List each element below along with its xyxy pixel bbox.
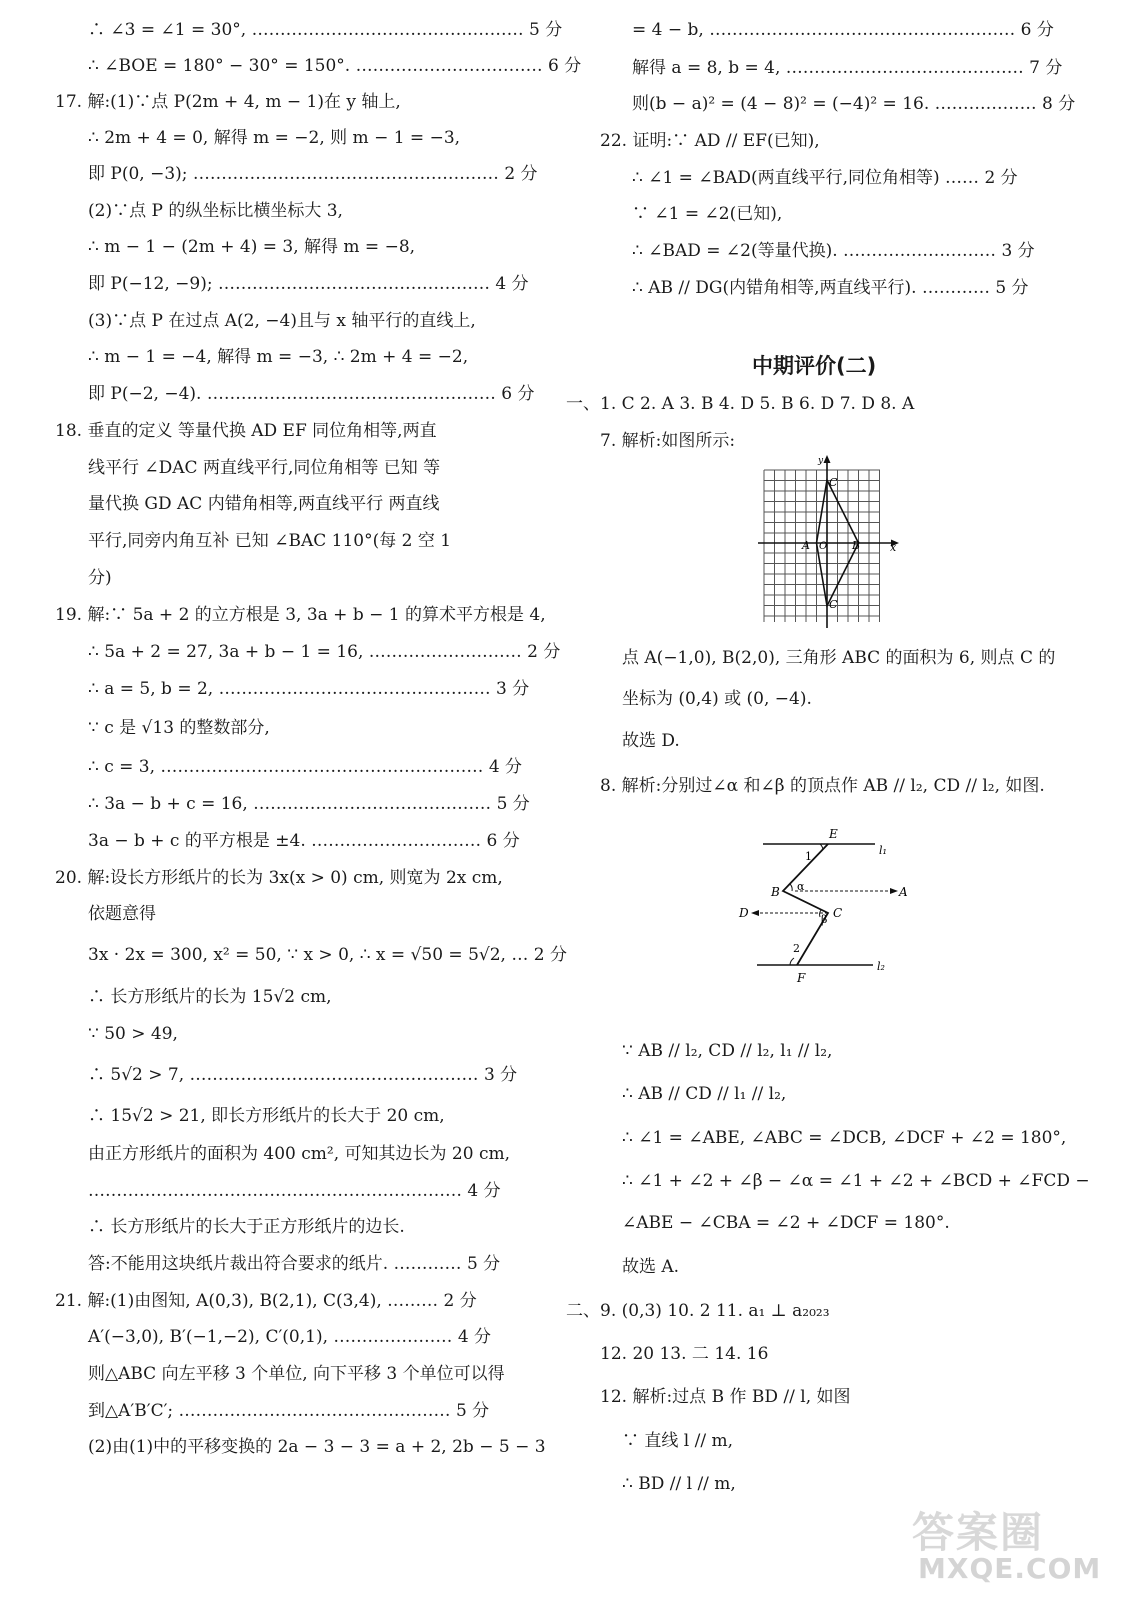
text-line: ∴ AB // CD // l₁ // l₂, bbox=[622, 1084, 787, 1104]
point-label-b: B bbox=[852, 539, 861, 552]
text-line: 则(b − a)² = (4 − 8)² = (−4)² = 16. ……………… 8 分 bbox=[632, 94, 1076, 114]
text-line: 由正方形纸片的面积为 400 cm², 可知其边长为 20 cm, bbox=[88, 1144, 511, 1164]
watermark-logo: 答案圈 bbox=[912, 1508, 1045, 1557]
text-line: 18. 垂直的定义 等量代换 AD EF 同位角相等,两直 bbox=[55, 421, 437, 441]
text-line: ………………………………………………………… 4 分 bbox=[88, 1181, 501, 1201]
text-line: (2)∵点 P 的纵坐标比横坐标大 3, bbox=[88, 201, 343, 221]
text-line: ∵ 50 > 49, bbox=[88, 1024, 178, 1044]
text-line: 坐标为 (0,4) 或 (0, −4). bbox=[622, 689, 812, 709]
text-line: 21. 解:(1)由图知, A(0,3), B(2,1), C(3,4), ……… 2 分 bbox=[55, 1291, 477, 1311]
text-line: ∴ ∠BAD = ∠2(等量代换). ……………………… 3 分 bbox=[632, 241, 1035, 261]
point-label-d: D bbox=[739, 906, 749, 920]
text-line: 故选 A. bbox=[622, 1257, 680, 1277]
text-line: ∵ 直线 l // m, bbox=[622, 1431, 734, 1451]
angle-label-alpha: α bbox=[797, 880, 805, 893]
text-line: 17. 解:(1)∵点 P(2m + 4, m − 1)在 y 轴上, bbox=[55, 92, 401, 112]
text-line: ∴ 5a + 2 = 27, 3a + b − 1 = 16, ……………………… 2 分 bbox=[88, 642, 561, 662]
text-line: ∴ ∠3 = ∠1 = 30°, ………………………………………… 5 分 bbox=[88, 20, 563, 40]
text-line: ∠ABE − ∠CBA = ∠2 + ∠DCF = 180°. bbox=[622, 1213, 950, 1233]
parallel-lines-figure bbox=[735, 822, 920, 987]
point-label-c-top: C bbox=[829, 476, 838, 489]
origin-label: O bbox=[819, 541, 828, 552]
text-line: ∴ 长方形纸片的长大于正方形纸片的边长. bbox=[88, 1217, 405, 1237]
text-line: (3)∵点 P 在过点 A(2, −4)且与 x 轴平行的直线上, bbox=[88, 311, 476, 331]
text-line: 故选 D. bbox=[622, 731, 680, 751]
text-line: 量代换 GD AC 内错角相等,两直线平行 两直线 bbox=[88, 494, 440, 514]
text-line: 即 P(0, −3); ……………………………………………… 2 分 bbox=[88, 164, 538, 184]
text-line: 3x · 2x = 300, x² = 50, ∵ x > 0, ∴ x = √50 = 5√2, … 2 分 bbox=[88, 945, 567, 965]
line-label-l2: l₂ bbox=[877, 960, 885, 973]
text-line: 22. 证明:∵ AD // EF(已知), bbox=[600, 131, 820, 151]
text-line: ∴ 长方形纸片的长为 15√2 cm, bbox=[88, 987, 332, 1007]
text-line: 到△A′B′C′; ………………………………………… 5 分 bbox=[88, 1401, 490, 1421]
text-line: 即 P(−12, −9); ………………………………………… 4 分 bbox=[88, 274, 529, 294]
point-label-b: B bbox=[771, 885, 780, 899]
text-line: 依题意得 bbox=[88, 904, 156, 924]
text-line: = 4 − b, ……………………………………………… 6 分 bbox=[632, 20, 1054, 40]
text-line: 3a − b + c 的平方根是 ±4. ………………………… 6 分 bbox=[88, 831, 520, 851]
text-line: 线平行 ∠DAC 两直线平行,同位角相等 已知 等 bbox=[88, 458, 441, 478]
section-title: 中期评价(二) bbox=[752, 354, 877, 378]
text-line: 7. 解析:如图所示: bbox=[600, 431, 736, 451]
text-line: A′(−3,0), B′(−1,−2), C′(0,1), ………………… 4 分 bbox=[88, 1327, 492, 1347]
text-line: ∴ ∠1 = ∠ABE, ∠ABC = ∠DCB, ∠DCF + ∠2 = 180°, bbox=[622, 1128, 1067, 1148]
text-line: ∵ AB // l₂, CD // l₂, l₁ // l₂, bbox=[622, 1041, 833, 1061]
text-line: 二、9. (0,3) 10. 2 11. a₁ ⊥ a₂₀₂₃ bbox=[566, 1301, 830, 1321]
text-line: ∴ m − 1 − (2m + 4) = 3, 解得 m = −8, bbox=[88, 237, 416, 257]
text-line: ∴ c = 3, ………………………………………………… 4 分 bbox=[88, 757, 523, 777]
text-line: 平行,同旁内角互补 已知 ∠BAC 110°(每 2 空 1 bbox=[88, 531, 452, 551]
point-label-c-bottom: C bbox=[829, 598, 838, 611]
point-label-f: F bbox=[797, 971, 806, 985]
text-line: 解得 a = 8, b = 4, …………………………………… 7 分 bbox=[632, 58, 1063, 78]
y-axis-label: y bbox=[818, 456, 824, 466]
coordinate-grid-figure bbox=[756, 452, 906, 632]
text-line: 即 P(−2, −4). …………………………………………… 6 分 bbox=[88, 384, 535, 404]
text-line: ∴ 5√2 > 7, …………………………………………… 3 分 bbox=[88, 1065, 518, 1085]
watermark-url: MXQE.COM bbox=[918, 1552, 1102, 1585]
text-line: 19. 解:∵ 5a + 2 的立方根是 3, 3a + b − 1 的算术平方根是 4, bbox=[55, 605, 546, 625]
text-line: 点 A(−1,0), B(2,0), 三角形 ABC 的面积为 6, 则点 C 的 bbox=[622, 648, 1056, 668]
angle-label-1: 1 bbox=[805, 850, 812, 863]
text-line: 20. 解:设长方形纸片的长为 3x(x > 0) cm, 则宽为 2x cm, bbox=[55, 868, 503, 888]
point-label-c: C bbox=[833, 906, 843, 920]
text-line: ∴ BD // l // m, bbox=[622, 1474, 736, 1494]
text-line: 12. 解析:过点 B 作 BD // l, 如图 bbox=[600, 1387, 851, 1407]
text-line: 答:不能用这块纸片裁出符合要求的纸片. ………… 5 分 bbox=[88, 1254, 501, 1274]
text-line: (2)由(1)中的平移变换的 2a − 3 − 3 = a + 2, 2b − 5 − 3 bbox=[88, 1437, 546, 1457]
text-line: 12. 20 13. 二 14. 16 bbox=[600, 1344, 769, 1364]
text-line: ∴ 2m + 4 = 0, 解得 m = −2, 则 m − 1 = −3, bbox=[88, 128, 461, 148]
angle-label-2: 2 bbox=[793, 942, 800, 955]
text-line: 8. 解析:分别过∠α 和∠β 的顶点作 AB // l₂, CD // l₂, 如图. bbox=[600, 776, 1045, 796]
text-line: 则△ABC 向左平移 3 个单位, 向下平移 3 个单位可以得 bbox=[88, 1364, 505, 1384]
point-label-a: A bbox=[802, 539, 810, 552]
text-line: ∴ 3a − b + c = 16, …………………………………… 5 分 bbox=[88, 794, 530, 814]
text-line: ∵ c 是 √13 的整数部分, bbox=[88, 718, 270, 738]
point-label-e: E bbox=[829, 827, 838, 841]
angle-label-beta: β bbox=[821, 913, 828, 926]
text-line: ∴ ∠BOE = 180° − 30° = 150°. …………………………… 6 分 bbox=[88, 56, 582, 76]
text-line: ∴ AB // DG(内错角相等,两直线平行). ………… 5 分 bbox=[632, 278, 1029, 298]
text-line: ∴ ∠1 + ∠2 + ∠β − ∠α = ∠1 + ∠2 + ∠BCD + ∠FCD − bbox=[622, 1171, 1090, 1191]
text-line: ∵ ∠1 = ∠2(已知), bbox=[632, 204, 783, 224]
line-label-l1: l₁ bbox=[879, 844, 887, 857]
text-line: ∴ 15√2 > 21, 即长方形纸片的长大于 20 cm, bbox=[88, 1106, 445, 1126]
text-line: ∴ ∠1 = ∠BAD(两直线平行,同位角相等) …… 2 分 bbox=[632, 168, 1018, 188]
point-label-a: A bbox=[899, 885, 908, 899]
text-line: ∴ m − 1 = −4, 解得 m = −3, ∴ 2m + 4 = −2, bbox=[88, 347, 469, 367]
text-line: 分) bbox=[88, 568, 112, 588]
x-axis-label: x bbox=[890, 541, 897, 554]
text-line: ∴ a = 5, b = 2, ………………………………………… 3 分 bbox=[88, 679, 530, 699]
text-line: 一、1. C 2. A 3. B 4. D 5. B 6. D 7. D 8. A bbox=[566, 394, 915, 414]
